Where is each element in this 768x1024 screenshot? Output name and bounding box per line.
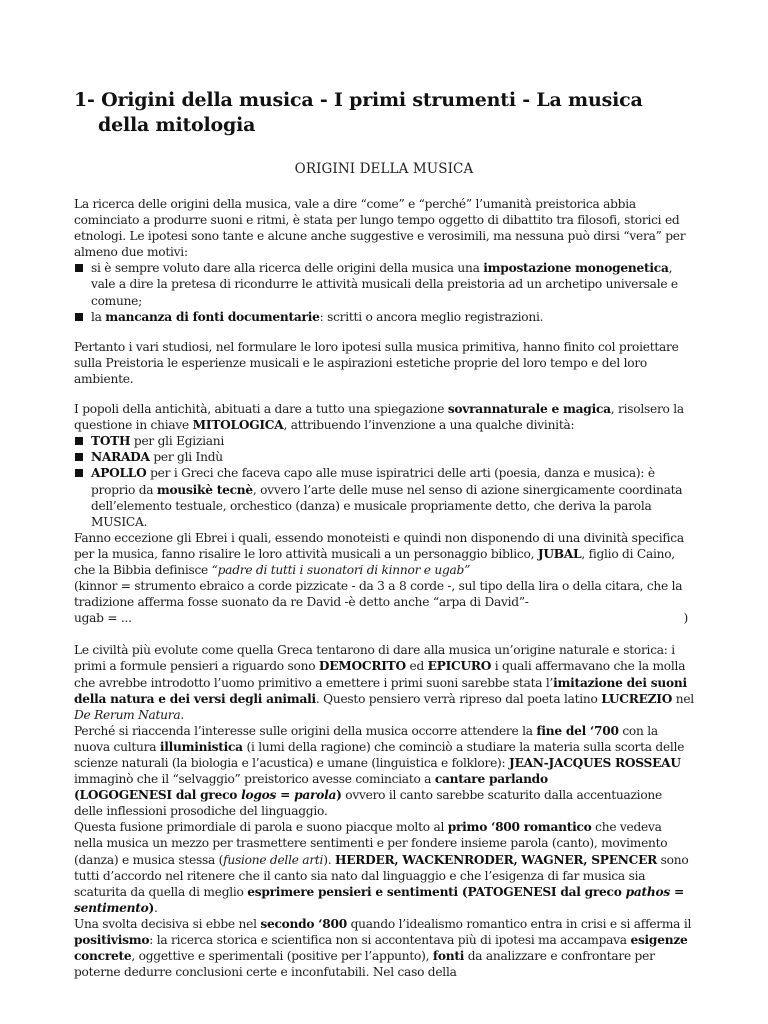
bold-run: mousikè tecnè	[156, 482, 253, 497]
text-run: ugab = ...	[74, 611, 132, 626]
bold-run: DEMOCRITO	[318, 659, 406, 674]
bold-italic-run: pathos = sentimento	[74, 884, 684, 915]
bold-run: HERDER, WACKENRODER, WAGNER, SPENCER	[334, 852, 658, 867]
bold-run: MITOLOGICA	[192, 418, 284, 433]
text-run: con la nuova cultura	[74, 723, 658, 754]
text-run: Fanno eccezione gli Ebrei i quali, essendo monoteisti e quindi non disponendo di una divinità specifica per la musica, fanno risalire le loro attività musicali a un personaggio biblico,	[74, 530, 684, 561]
bold-run: APOLLO	[91, 466, 147, 481]
text-run: Le civiltà più evolute come quella Greca tentarono di dare alla musica un’origine naturale e storica: i primi a formule pensieri a riguardo sono	[74, 643, 675, 674]
text-run: per gli Indù	[149, 450, 223, 465]
bold-run: )	[148, 900, 155, 915]
ugab-line	[74, 610, 694, 626]
section-heading: ORIGINI DELLA MUSICA	[294, 161, 474, 177]
bold-run: fonti	[432, 949, 465, 964]
text-run: : scritti o ancora meglio registrazioni.	[319, 309, 544, 324]
bold-run: NARADA	[91, 450, 150, 465]
text-run: : la ricerca storica e scientifica non si accontentava più di ipotesi ma accampava	[149, 933, 631, 948]
bold-run: sovrannaturale e magica	[447, 402, 611, 417]
paragraph-studies: Pertanto i vari studiosi, nel formulare le loro ipotesi sulla musica primitiva, hanno finito col proiettare sulla Preistoria le esperienze musicali e le aspirazioni estetiche proprie del loro tempo e del loro ambiente.	[74, 339, 679, 386]
text-run: I popoli della antichità, abituati a dare a tutto una spiegazione	[74, 402, 448, 417]
closing-paren: )	[683, 611, 688, 626]
text-run: per gli Egiziani	[130, 434, 225, 449]
text-run: , ovvero l’arte delle muse nel senso di azione sinergicamente coordinata dell’elemento testuale, orchestico (danza) e musicale propriamente detto, che deriva la parola MUSICA.	[91, 482, 683, 529]
text-run: , risolsero la questione in chiave	[74, 402, 684, 433]
spacer	[74, 626, 694, 642]
text-run: ed	[405, 659, 428, 674]
bold-run: secondo ‘800	[260, 916, 347, 931]
paragraph-kinnor: (kinnor = strumento ebraico a corde pizzicate - da 3 a 8 corde -, sul tipo della lira o della citara, che la tradizione afferma fosse suonato da re David -è detto anche “arpa di David”-	[74, 579, 683, 610]
paragraph-greek-civilization	[74, 642, 694, 722]
paragraph-positivism	[74, 916, 694, 980]
text-run: , vale a dire la pretesa di ricondurre le attività musicali della preistoria ad un archetipo universale e comune;	[91, 261, 678, 308]
bold-run: illuministica	[159, 739, 243, 754]
list-item	[74, 433, 694, 449]
document-title: 1- Origini della musica - I primi strumenti - La musica della mitologia	[74, 89, 643, 136]
italic-run: “padre di tutti i suonatori di kinnor e ugab”	[211, 562, 471, 577]
text-run: Perché si riaccenda l’interesse sulle origini della musica occorre attendere la	[74, 723, 537, 738]
text-run: (i lumi della ragione) che cominciò a studiare la materia sulla scorta delle scienze naturali (la biologia e l’acustica) e umane (linguistica e folklore):	[74, 739, 685, 770]
list-item	[74, 465, 694, 529]
text-run: ).	[323, 852, 335, 867]
bold-run: EPICURO	[427, 659, 492, 674]
bold-run: esigenze concrete	[74, 933, 688, 964]
text-run: nel	[672, 691, 694, 706]
document-body	[74, 196, 694, 980]
text-run: ovvero il canto sarebbe scaturito dalla accentuazione delle inflessioni prosodiche del linguaggio.	[74, 788, 662, 819]
bold-run: (PATOGENESI dal greco	[457, 884, 626, 899]
bold-run: positivismo	[74, 933, 150, 948]
bold-run: cantare parlando	[434, 772, 548, 787]
list-item	[74, 309, 694, 325]
text-run: la	[91, 309, 106, 324]
text-run: per i Greci che faceva capo alle muse ispiratrici delle arti (poesia, danza e musica): è proprio da	[91, 466, 655, 497]
bold-run: JEAN-JACQUES ROSSEAU	[509, 756, 681, 770]
spacer	[74, 325, 694, 339]
bullet-list-deities	[74, 433, 694, 530]
text-run: Una svolta decisiva si ebbe nel	[74, 916, 261, 931]
bold-run: LUCREZIO	[601, 691, 673, 706]
bullet-list-motives	[74, 260, 694, 324]
paragraph-intro: La ricerca delle origini della musica, vale a dire “come” e “perché” l’umanità preistorica abbia cominciato a produrre suoni e ritmi, è stata per lungo tempo oggetto di dibattito tra filosofi, storici ed etnologi. Le ipotesi sono tante e alcune anche suggestive e verosimili, ma nessuna può dirsi “vera” per almeno due motivi:	[74, 197, 686, 260]
italic-run: fusione delle arti	[223, 852, 324, 867]
text-run: . Questo pensiero verrà ripreso dal poeta latino	[315, 691, 602, 706]
text-run: , attribuendo l’invenzione a una qualche divinità:	[283, 418, 575, 433]
bold-run: (LOGOGENESI dal greco	[74, 788, 242, 803]
text-run: .	[154, 900, 158, 915]
bold-run: fine del ‘700	[536, 723, 619, 738]
text-run: che vedeva nella musica un mezzo per trasmettere sentimenti e per fondere insieme parola (canto), movimento (danza) e musica stessa (	[74, 820, 668, 867]
paragraph-jubal	[74, 530, 694, 578]
paragraph-ancient-peoples	[74, 401, 694, 433]
bold-run: mancanza di fonti documentarie	[105, 309, 320, 324]
text-run: Questa fusione primordiale di parola e suono piacque molto al	[74, 820, 448, 835]
text-run: sono tutti d’accordo nel ritenere che il canto sia nato dal linguaggio e che l’esigenza di far musica sia scaturita da quella di meglio	[74, 852, 689, 899]
bold-run: JUBAL	[537, 546, 582, 561]
list-item	[74, 449, 694, 465]
text-run: , figlio di Caino, che la Bibbia definisce	[74, 546, 675, 577]
bold-run: impostazione monogenetica	[483, 261, 669, 276]
text-run: i quali affermavano che la molla che avrebbe introdotto l’uomo primitivo a emettere i primi suoni sarebbe stata l’	[74, 659, 686, 690]
list-item	[74, 260, 694, 308]
bold-run: TOTH	[91, 434, 131, 449]
paragraph-enlightenment	[74, 723, 694, 820]
text-run: da analizzare e confrontare per poterne dedurre conclusioni certe e inconfutabili. Nel caso della	[74, 949, 655, 980]
italic-run: De Rerum Natura.	[74, 707, 184, 722]
text-run: quando l’idealismo romantico entra in crisi e si afferma il	[346, 916, 692, 931]
text-run: immaginò che il “selvaggio” preistorico avesse cominciato a	[74, 772, 435, 787]
bold-run: )	[336, 788, 342, 803]
paragraph-romanticism	[74, 819, 694, 916]
text-run: si è sempre voluto dare alla ricerca delle origini della musica una	[91, 261, 484, 276]
bold-run: imitazione dei suoni della natura e dei versi degli animali	[74, 675, 687, 706]
spacer	[74, 387, 694, 401]
bold-run: esprimere pensieri e sentimenti	[247, 884, 458, 899]
bold-run: primo ‘800 romantico	[447, 820, 592, 835]
bold-italic-run: logos = parola	[241, 788, 337, 803]
text-run: , oggettive e sperimentali (positive per l’appunto),	[131, 949, 433, 964]
